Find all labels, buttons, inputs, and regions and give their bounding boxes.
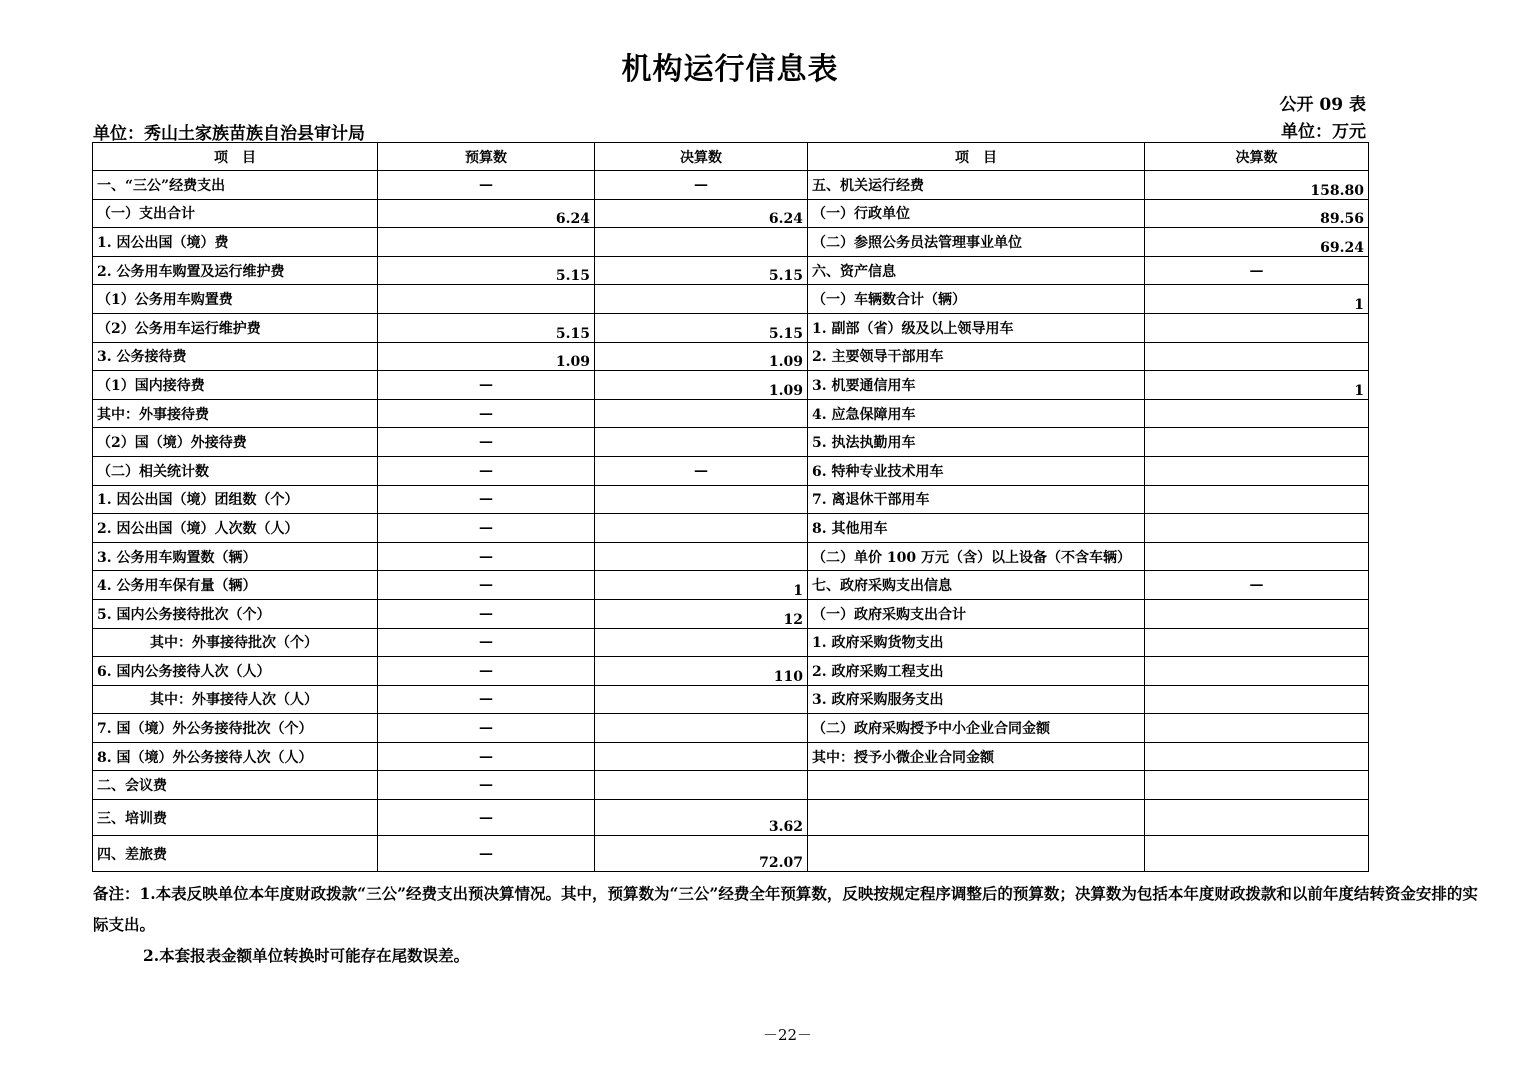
table-row: [93, 836, 1369, 872]
row-final-left: 5.15: [595, 256, 808, 285]
page-title: 机构运行信息表: [621, 52, 839, 87]
row-item-left: 二、会议费: [93, 771, 378, 800]
row-budget: 1.09: [378, 342, 595, 371]
row-budget: —: [378, 571, 595, 600]
row-final-left: 1: [595, 571, 808, 600]
row-final-right: [1145, 800, 1369, 836]
row-final-left: [595, 485, 808, 514]
row-item-right: （二）单价 100 万元（含）以上设备（不含车辆）: [808, 542, 1145, 571]
row-final-left: [595, 685, 808, 714]
row-final-left: [595, 771, 808, 800]
row-final-right: [1145, 342, 1369, 371]
row-item-right: 4. 应急保障用车: [808, 399, 1145, 428]
row-budget: —: [378, 456, 595, 485]
table-row: [93, 714, 1369, 743]
table-row: [93, 485, 1369, 514]
row-budget: —: [378, 371, 595, 400]
table-row: [93, 199, 1369, 228]
row-final-left: 6.24: [595, 199, 808, 228]
table-row: [93, 228, 1369, 257]
header-budget: 预算数: [378, 143, 595, 171]
row-final-left: [595, 399, 808, 428]
row-item-left: 2. 公务用车购置及运行维护费: [93, 256, 378, 285]
footnote: [93, 878, 1483, 971]
row-item-left: 其中：外事接待费: [93, 399, 378, 428]
table-row: [93, 371, 1369, 400]
table-row: [93, 313, 1369, 342]
row-item-left: （1）公务用车购置费: [93, 285, 378, 314]
row-final-left: 72.07: [595, 836, 808, 872]
row-item-right: [808, 771, 1145, 800]
form-number: 公开 09 表: [1279, 95, 1366, 115]
footnote-line-1: 备注：1.本表反映单位本年度财政拨款“三公”经费支出预决算情况。其中，预算数为“三公”经费全年预算数，反映按规定程序调整后的预算数；决算数为包括本年度财政拨款和以前年度结转资金安排的实际支出。: [93, 884, 1478, 934]
table-row: [93, 599, 1369, 628]
footnote-line-2: 2.本套报表金额单位转换时可能存在尾数误差。: [143, 946, 470, 965]
row-item-right: 其中：授予小微企业合同金额: [808, 742, 1145, 771]
row-item-right: （一）行政单位: [808, 199, 1145, 228]
row-final-right: [1145, 542, 1369, 571]
row-item-right: （二）政府采购授予中小企业合同金额: [808, 714, 1145, 743]
operation-info-table: [92, 142, 1369, 872]
row-item-right: [808, 836, 1145, 872]
row-final-right: [1145, 628, 1369, 657]
row-final-left: 5.15: [595, 313, 808, 342]
header-final-left: 决算数: [595, 143, 808, 171]
row-budget: 5.15: [378, 313, 595, 342]
row-final-left: [595, 542, 808, 571]
row-item-left: 3. 公务接待费: [93, 342, 378, 371]
row-budget: —: [378, 542, 595, 571]
row-item-right: 2. 主要领导干部用车: [808, 342, 1145, 371]
row-item-right: （二）参照公务员法管理事业单位: [808, 228, 1145, 257]
row-final-left: 3.62: [595, 800, 808, 836]
row-final-left: 1.09: [595, 371, 808, 400]
row-item-right: 2. 政府采购工程支出: [808, 657, 1145, 686]
row-final-left: 1.09: [595, 342, 808, 371]
table-row: [93, 171, 1369, 200]
table-row: [93, 628, 1369, 657]
row-final-right: [1145, 514, 1369, 543]
row-final-left: —: [595, 171, 808, 200]
row-budget: [378, 228, 595, 257]
table-row: [93, 428, 1369, 457]
row-item-right: 7. 离退休干部用车: [808, 485, 1145, 514]
header-item-right: 项 目: [808, 143, 1145, 171]
row-item-left: 其中：外事接待人次（人）: [93, 685, 378, 714]
row-budget: —: [378, 800, 595, 836]
row-budget: —: [378, 428, 595, 457]
row-final-left: [595, 742, 808, 771]
row-budget: —: [378, 171, 595, 200]
table-row: [93, 685, 1369, 714]
row-budget: —: [378, 685, 595, 714]
row-item-left: 1. 因公出国（境）费: [93, 228, 378, 257]
row-final-left: [595, 428, 808, 457]
table-header-row: [93, 143, 1369, 171]
row-final-right: [1145, 399, 1369, 428]
row-budget: 6.24: [378, 199, 595, 228]
row-item-left: 其中：外事接待批次（个）: [93, 628, 378, 657]
row-item-left: 1. 因公出国（境）团组数（个）: [93, 485, 378, 514]
row-final-right: [1145, 714, 1369, 743]
table-row: [93, 514, 1369, 543]
row-budget: —: [378, 599, 595, 628]
table-row: [93, 256, 1369, 285]
row-item-left: 4. 公务用车保有量（辆）: [93, 571, 378, 600]
row-final-left: [595, 714, 808, 743]
row-item-left: 6. 国内公务接待人次（人）: [93, 657, 378, 686]
row-final-right: 158.80: [1145, 171, 1369, 200]
reporting-unit: 单位：秀山土家族苗族自治县审计局: [93, 124, 365, 144]
row-final-right: [1145, 313, 1369, 342]
row-final-right: [1145, 599, 1369, 628]
row-final-right: [1145, 742, 1369, 771]
row-item-left: （二）相关统计数: [93, 456, 378, 485]
row-budget: —: [378, 399, 595, 428]
row-budget: —: [378, 742, 595, 771]
row-item-right: 3. 机要通信用车: [808, 371, 1145, 400]
row-item-right: 六、资产信息: [808, 256, 1145, 285]
row-item-right: 1. 政府采购货物支出: [808, 628, 1145, 657]
row-final-right: [1145, 657, 1369, 686]
row-item-left: 2. 因公出国（境）人次数（人）: [93, 514, 378, 543]
table-row: [93, 285, 1369, 314]
row-final-left: [595, 285, 808, 314]
row-item-left: 7. 国（境）外公务接待批次（个）: [93, 714, 378, 743]
row-budget: —: [378, 771, 595, 800]
row-final-left: [595, 228, 808, 257]
row-item-left: 三、培训费: [93, 800, 378, 836]
row-final-left: —: [595, 456, 808, 485]
row-item-left: （2）公务用车运行维护费: [93, 313, 378, 342]
row-final-right: —: [1145, 571, 1369, 600]
row-item-right: （一）车辆数合计（辆）: [808, 285, 1145, 314]
row-item-left: 8. 国（境）外公务接待人次（人）: [93, 742, 378, 771]
table-row: [93, 800, 1369, 836]
page-number: －22－: [762, 1026, 813, 1044]
row-final-left: 110: [595, 657, 808, 686]
table-row: [93, 742, 1369, 771]
row-item-right: 七、政府采购支出信息: [808, 571, 1145, 600]
row-item-left: 四、差旅费: [93, 836, 378, 872]
row-item-right: 3. 政府采购服务支出: [808, 685, 1145, 714]
row-final-right: [1145, 456, 1369, 485]
row-item-left: （1）国内接待费: [93, 371, 378, 400]
row-item-left: 5. 国内公务接待批次（个）: [93, 599, 378, 628]
row-budget: —: [378, 657, 595, 686]
table-row: [93, 542, 1369, 571]
row-item-right: [808, 800, 1145, 836]
row-budget: 5.15: [378, 256, 595, 285]
row-budget: —: [378, 514, 595, 543]
row-final-right: [1145, 771, 1369, 800]
table-row: [93, 399, 1369, 428]
row-item-left: 3. 公务用车购置数（辆）: [93, 542, 378, 571]
header-final-right: 决算数: [1145, 143, 1369, 171]
row-item-right: 8. 其他用车: [808, 514, 1145, 543]
row-final-left: [595, 514, 808, 543]
row-item-right: 6. 特种专业技术用车: [808, 456, 1145, 485]
table-row: [93, 456, 1369, 485]
row-item-right: 五、机关运行经费: [808, 171, 1145, 200]
table-row: [93, 571, 1369, 600]
row-final-right: [1145, 836, 1369, 872]
row-item-left: （2）国（境）外接待费: [93, 428, 378, 457]
row-final-right: 89.56: [1145, 199, 1369, 228]
row-final-right: [1145, 685, 1369, 714]
row-final-right: —: [1145, 256, 1369, 285]
row-item-right: （一）政府采购支出合计: [808, 599, 1145, 628]
row-item-left: 一、“三公”经费支出: [93, 171, 378, 200]
row-budget: —: [378, 836, 595, 872]
table-row: [93, 342, 1369, 371]
row-final-right: 69.24: [1145, 228, 1369, 257]
row-final-right: 1: [1145, 371, 1369, 400]
row-budget: —: [378, 628, 595, 657]
row-final-right: [1145, 428, 1369, 457]
row-budget: —: [378, 485, 595, 514]
row-item-left: （一）支出合计: [93, 199, 378, 228]
currency-unit: 单位：万元: [1281, 122, 1366, 142]
header-item-left: 项 目: [93, 143, 378, 171]
row-budget: —: [378, 714, 595, 743]
row-final-left: 12: [595, 599, 808, 628]
row-final-right: 1: [1145, 285, 1369, 314]
row-item-right: 1. 副部（省）级及以上领导用车: [808, 313, 1145, 342]
table-row: [93, 771, 1369, 800]
table-row: [93, 657, 1369, 686]
row-item-right: 5. 执法执勤用车: [808, 428, 1145, 457]
row-final-right: [1145, 485, 1369, 514]
row-budget: [378, 285, 595, 314]
row-final-left: [595, 628, 808, 657]
